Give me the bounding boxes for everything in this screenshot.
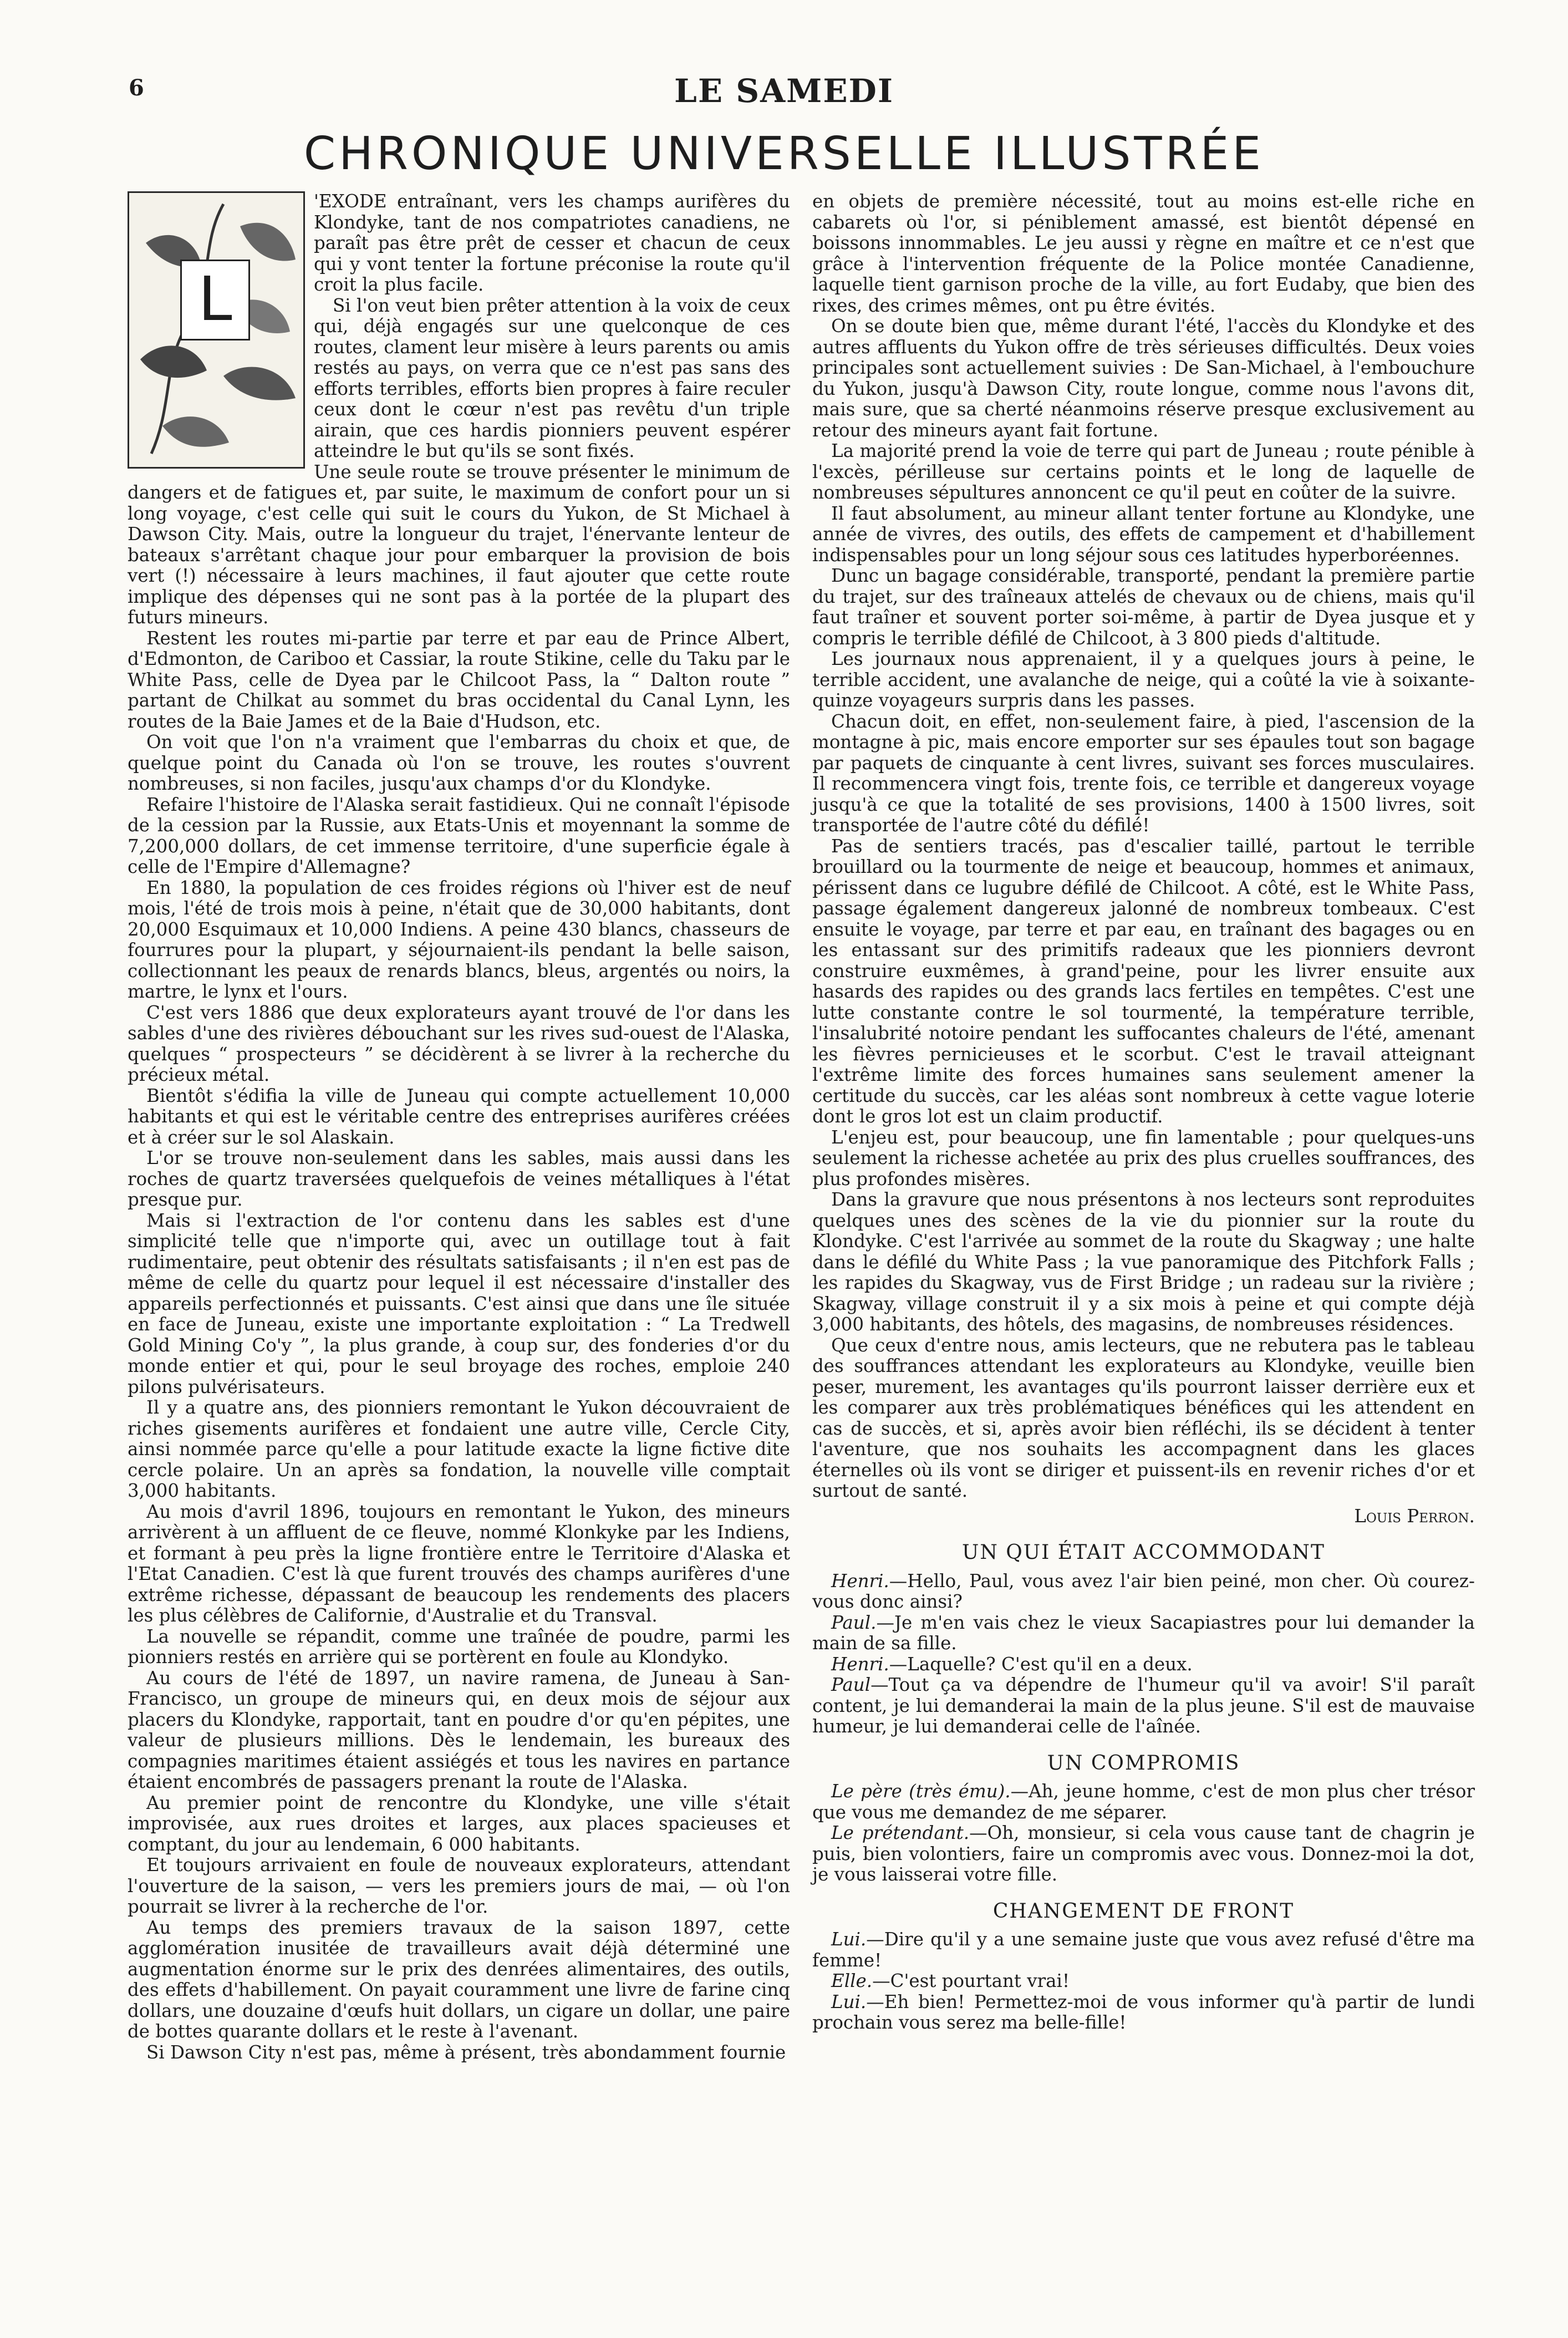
article-paragraph: Il faut absolument, au mineur allant tenter fortune au Klondyke, une année de vivres, des outils, des effets de campement et d'habillement indispensables pour un long séjour sous ces latitudes hyperboréennes.: [812, 502, 1475, 566]
author-signature: Louis Perron.: [1354, 1505, 1475, 1527]
dialogue-text: —Oh, monsieur, si cela vous cause tant de chagrin je puis, bien volontiers, faire un compromis avec vous. Donnez-moi la dot, je vous laisserai votre fille.: [812, 1822, 1475, 1885]
dialogue-line: [812, 1929, 1475, 1971]
article-paragraph: en objets de première nécessité, tout au moins est-elle riche en cabarets où l'or, si péniblement amassé, est bientôt dépensé en boissons innommables. Le jeu aussi y règne en maître et ce n'est que grâce à l'intervention fréquente de la Police montée Canadienne, laquelle tient garnison proche de la ville, au fort Eudaby, que bien des rixes, des crimes mêmes, ont pu être évités.: [812, 191, 1475, 316]
article-paragraph: Dunc un bagage considérable, transporté, pendant la première partie du trajet, sur des traîneaux attelés de chevaux ou de chiens, mais qu'il faut traîner et souvent porter soi-même, à partir de Dyea jusque et y compris le terrible défilé de Chilcoot, à 3 800 pieds d'altitude.: [812, 565, 1475, 649]
page-number: 6: [129, 75, 144, 101]
anecdote-title: CHANGEMENT DE FRONT: [992, 1899, 1295, 1923]
speaker: Henri.: [831, 1570, 889, 1592]
article-right-column: [812, 191, 1475, 2034]
dialogue-line: [812, 1823, 1475, 1885]
article-paragraph: Pas de sentiers tracés, pas d'escalier taillé, partout le terrible brouillard ou la tourmente de neige et beaucoup, hommes et animaux, périssent dans ce lugubre défilé de Chilcoot. A côté, est le White Pass, passage également dangereux jalonné de nombreux tombeaux. C'est ensuite le voyage, par terre et par eau, en traînant des bagages ou en les entassant sur des primitifs radeaux que les pionniers devront construire euxmêmes, à grand'peine, pour les livrer ensuite aux hasards des rapides ou des grands lacs fertiles en tempêtes. C'est une lutte constante contre le sol tourmenté, la température terrible, l'insalubrité notoire pendant les suffocantes chaleurs de l'été, amenant les fièvres pernicieuses et le scorbut. C'est le travail atteignant l'extrême limite des forces humaines sans seulement amener la certitude du succès, car les aléas sont nombreux à cette vague loterie dont le gros lot est un claim productif.: [812, 835, 1475, 1127]
article-paragraph: Il y a quatre ans, des pionniers remontant le Yukon découvraient de riches gisements aurifères et fondaient une autre ville, Cercle City, ainsi nommée parce qu'elle a pour latitude exacte la ligne fictive dite cercle polaire. Un an après sa fondation, la nouvelle ville comptait 3,000 habitants.: [128, 1397, 790, 1501]
article-paragraph: Bientôt s'édifia la ville de Juneau qui compte actuellement 10,000 habitants et qui est le véritable centre des entreprises aurifères créées et à créer sur le sol Alaskain.: [128, 1085, 790, 1148]
section-title: CHRONIQUE UNIVERSELLE ILLUSTRÉE: [303, 128, 1265, 180]
article-paragraph: Chacun doit, en effet, non-seulement faire, à pied, l'ascension de la montagne à pic, mais encore emporter sur ses épaules tout son bagage par paquets de cinquante à cent livres, suivant ses forces musculaires. Il recommencera vingt fois, trente fois, ce terrible et dangereux voyage jusqu'à ce que la totalité de ses provisions, 1400 à 1500 livres, soit transportée de l'autre côté du défilé!: [812, 710, 1475, 836]
anecdote-title: UN COMPROMIS: [1047, 1751, 1240, 1775]
speaker: Paul.: [831, 1612, 877, 1633]
speaker: Elle.: [831, 1970, 873, 1991]
anecdote-title: UN QUI ÉTAIT ACCOMMODANT: [961, 1541, 1325, 1564]
dialogue-text: —Tout ça va dépendre de l'humeur qu'il va avoir! S'il paraît content, je lui demanderai la main de la plus jeune. S'il est de mauvaise humeur, je lui demanderai celle de l'aînée.: [812, 1674, 1475, 1737]
article-paragraph: 'EXODE entraînant, vers les champs aurifères du Klondyke, tant de nos compatriotes canadiens, ne paraît pas être prêt de cesser et chacun de ceux qui y vont tenter la fortune préconise la route qu'il croit la plus facile.: [314, 191, 790, 295]
dialogue-text: —Ah, jeune homme, c'est de mon plus cher trésor que vous me demandez de me séparer.: [812, 1781, 1475, 1823]
dialogue-text: —Je m'en vais chez le vieux Sacapiastres pour lui demander la main de sa fille.: [812, 1612, 1475, 1654]
dialogue-line: [812, 1992, 1475, 2034]
dialogue-line: [812, 1675, 1475, 1737]
article-left-column: [128, 191, 790, 2063]
article-paragraph: La majorité prend la voie de terre qui part de Juneau ; route pénible à l'excès, périlleuse sur certains points et le long de laquelle de nombreuses sépultures annoncent ce qu'il peut en coûter de la suivre.: [812, 440, 1475, 503]
article-paragraph: L'enjeu est, pour beaucoup, une fin lamentable ; pour quelques-uns seulement la richesse achetée au prix des plus cruelles souffrances, des plus profondes misères.: [812, 1126, 1475, 1190]
article-paragraph: Si l'on veut bien prêter attention à la voix de ceux qui, déjà engagés sur une quelconque de ces routes, clament leur misère à leurs parents ou amis restés au pays, on verra que ce n'est pas sans des efforts terribles, efforts bien propres à faire reculer ceux dont le cœur n'est pas revêtu d'un triple airain, que ces hardis pionniers peuvent espérer atteindre le but qu'ils se sont fixés.: [314, 294, 790, 461]
article-paragraph: Au mois d'avril 1896, toujours en remontant le Yukon, des mineurs arrivèrent à un affluent de ce fleuve, nommé Klonkyke par les Indiens, et formant à peu près la ligne frontière entre le Territoire d'Alaska et l'Etat Canadien. C'est là que furent trouvés des champs aurifères d'une extrême richesse, dépassant de beaucoup les rendements des placers les plus célèbres de Californie, d'Australie et du Transval.: [128, 1501, 790, 1626]
dialogue-text: —Eh bien! Permettez-moi de vous informer qu'à partir de lundi prochain vous serez ma belle-fille!: [812, 1991, 1475, 2033]
article-paragraph: Si Dawson City n'est pas, même à présent, très abondamment fournie: [146, 2041, 786, 2063]
article-paragraph: Dans la gravure que nous présentons à nos lecteurs sont reproduites quelques unes des scènes de la vie du pionnier sur la route du Klondyke. C'est l'arrivée au sommet de la route du Skagway ; une halte dans le défilé du White Pass ; la vue panoramique des Pitchfork Falls ; les rapides du Skagway, vus de First Bridge ; un radeau sur la rivière ; Skagway, village construit il y a six mois à peine et qui compte déjà 3,000 habitants, des hôtels, des magasins, de nombreuses résidences.: [812, 1189, 1475, 1335]
dialogue-line: [812, 1971, 1475, 1992]
article-paragraph: Au cours de l'été de 1897, un navire ramena, de Juneau à San-Francisco, un groupe de mineurs qui, en deux mois de séjour aux placers du Klondyke, rapportait, tant en poudre d'or qu'en pépites, une valeur de plusieurs millions. Dès le lendemain, les bureaux des compagnies maritimes étaient assiégés et tous les navires en partance étaient encombrés de passagers prenant la route de l'Alaska.: [128, 1667, 790, 1792]
article-paragraph: Que ceux d'entre nous, amis lecteurs, que ne rebutera pas le tableau des souffrances attendant les explorateurs au Klondyke, veuille bien peser, murement, les avantages qu'ils pourront laisser derrière eux et les comparer aux très problématiques bénéfices qui les attendent en cas de succès, et si, après avoir bien réfléchi, ils se décident à tenter l'aventure, que nos souhaits les accompagnent dans les glaces éternelles où ils vont se diriger et puissent-ils en revenir riches d'or et surtout de santé.: [812, 1334, 1475, 1501]
article-paragraph: Au temps des premiers travaux de la saison 1897, cette agglomération inusitée de travailleurs avait déjà déterminé une augmentation énorme sur le prix des denrées alimentaires, des outils, des effets d'habillement. On payait couramment une livre de farine cinq dollars, une douzaine d'œufs huit dollars, un cigare un dollar, une paire de bottes quarante dollars et le reste à l'avenant.: [128, 1917, 790, 2042]
dialogue-text: —Laquelle? C'est qu'il en a deux.: [889, 1653, 1193, 1675]
article-paragraph: Au premier point de rencontre du Klondyke, une ville s'était improvisée, aux rues droites et larges, aux places spacieuses et comptant, du jour au lendemain, 6 000 habitants.: [128, 1792, 790, 1855]
article-paragraph: On voit que l'on n'a vraiment que l'embarras du choix et que, de quelque point du Canada où l'on se trouve, les routes s'ouvrent nombreuses, si non faciles, jusqu'aux champs d'or du Klondyke.: [128, 731, 790, 794]
dialogue-text: —C'est pourtant vrai!: [872, 1970, 1070, 1991]
dialogue-text: —Dire qu'il y a une semaine juste que vous avez refusé d'être ma femme!: [812, 1929, 1475, 1971]
ornamental-initial: [128, 191, 305, 469]
speaker: Henri.: [831, 1653, 889, 1675]
article-paragraph: Et toujours arrivaient en foule de nouveaux explorateurs, attendant l'ouverture de la saison, — vers les premiers jours de mai, — où l'on pourrait se livrer à la recherche de l'or.: [128, 1854, 790, 1917]
article-paragraph: On se doute bien que, même durant l'été, l'accès du Klondyke et des autres affluents du Yukon offre de très sérieuses difficultés. Deux voies principales sont actuellement suivies : De San-Michael, à l'embouchure du Yukon, jusqu'à Dawson City, route longue, comme nous l'avons dit, mais sure, que sa cherté néanmoins réserve presque exclusivement au retour des mineurs ayant fait fortune.: [812, 316, 1475, 441]
article-paragraph: Mais si l'extraction de l'or contenu dans les sables est d'une simplicité telle que n'importe qui, avec un outillage tout à fait rudimentaire, peut obtenir des résultats satisfaisants ; il n'en est pas de même de celle du quartz pour lequel il est nécessaire d'installer des appareils perfectionnés et puissants. C'est ainsi que dans une île située en face de Juneau, existe une importante exploitation : “ La Tredwell Gold Mining Co'y ”, la plus grande, à coup sur, des fonderies d'or du monde entier et qui, pour le seul broyage des roches, emploie 240 pilons pulvérisateurs.: [128, 1209, 790, 1397]
dialogue-line: [812, 1781, 1475, 1823]
article-paragraph: Les journaux nous apprenaient, il y a quelques jours à peine, le terrible accident, une avalanche de neige, qui a coûté la vie à soixante-quinze voyageurs surpris dans les passes.: [812, 648, 1475, 711]
dialogue-text: —Hello, Paul, vous avez l'air bien peiné, mon cher. Où courez-vous donc ainsi?: [812, 1570, 1475, 1612]
speaker: Paul: [831, 1674, 871, 1695]
article-paragraph: Une seule route se trouve présenter le minimum de dangers et de fatigues et, par suite, le maximum de confort pour un si long voyage, c'est celle qui suit le cours du Yukon, de St Michael à Dawson City. Mais, outre la longueur du trajet, l'énervante lenteur de bateaux s'arrêtant chaque jour pour embarquer la provision de bois vert (!) nécessaire à leurs machines, il faut ajouter que cette route implique des dépenses qui ne sont pas à la portée de la plupart des futurs mineurs.: [128, 461, 790, 628]
speaker: Le prétendant.: [831, 1822, 970, 1843]
dialogue-line: [812, 1613, 1475, 1654]
article-paragraph: Restent les routes mi-partie par terre et par eau de Prince Albert, d'Edmonton, de Cariboo et Cassiar, la route Stikine, celle du Taku par le White Pass, celle de Dyea par le Chilcoot Pass, la “ Dalton route ” partant de Chilkat au sommet du bras occidental du Canal Lynn, les routes de la Baie James et de la Baie d'Hudson, etc.: [128, 627, 790, 732]
speaker: Lui.: [831, 1991, 867, 2012]
speaker: Le père (très ému).: [831, 1781, 1011, 1802]
article-paragraph: L'or se trouve non-seulement dans les sables, mais aussi dans les roches de quartz traversées quelquefois de veines métalliques à l'état presque pur.: [128, 1147, 790, 1210]
article-paragraph: La nouvelle se répandit, comme une traînée de poudre, parmi les pionniers restés en arrière qui se portèrent en foule au Klondyko.: [128, 1625, 790, 1668]
dialogue-line: [812, 1654, 1475, 1675]
article-paragraph: C'est vers 1886 que deux explorateurs ayant trouvé de l'or dans les sables d'une des rivières débouchant sur les rives sud-ouest de l'Alaska, quelques “ prospecteurs ” se décidèrent à se livrer à la recherche du précieux métal.: [128, 1002, 790, 1085]
dialogue-line: [812, 1571, 1475, 1613]
journal-title: LE SAMEDI: [674, 72, 894, 110]
speaker: Lui.: [831, 1929, 867, 1950]
article-paragraph: En 1880, la population de ces froides régions où l'hiver est de neuf mois, l'été de trois mois à peine, n'était que de 30,000 habitants, dont 20,000 Esquimaux et 10,000 Indiens. A peine 430 blancs, chasseurs de fourrures pour la plupart, y séjournaient-ils pendant la belle saison, collectionnant les peaux de renards blancs, bleus, argentés ou noirs, la martre, le lynx et l'ours.: [128, 877, 790, 1002]
dropcap-letter: L: [180, 260, 250, 340]
article-paragraph: Refaire l'histoire de l'Alaska serait fastidieux. Qui ne connaît l'épisode de la cession par la Russie, aux Etats-Unis et moyennant la somme de 7,200,000 dollars, de cet immense territoire, d'une superficie égale à celle de l'Empire d'Allemagne?: [128, 794, 790, 877]
